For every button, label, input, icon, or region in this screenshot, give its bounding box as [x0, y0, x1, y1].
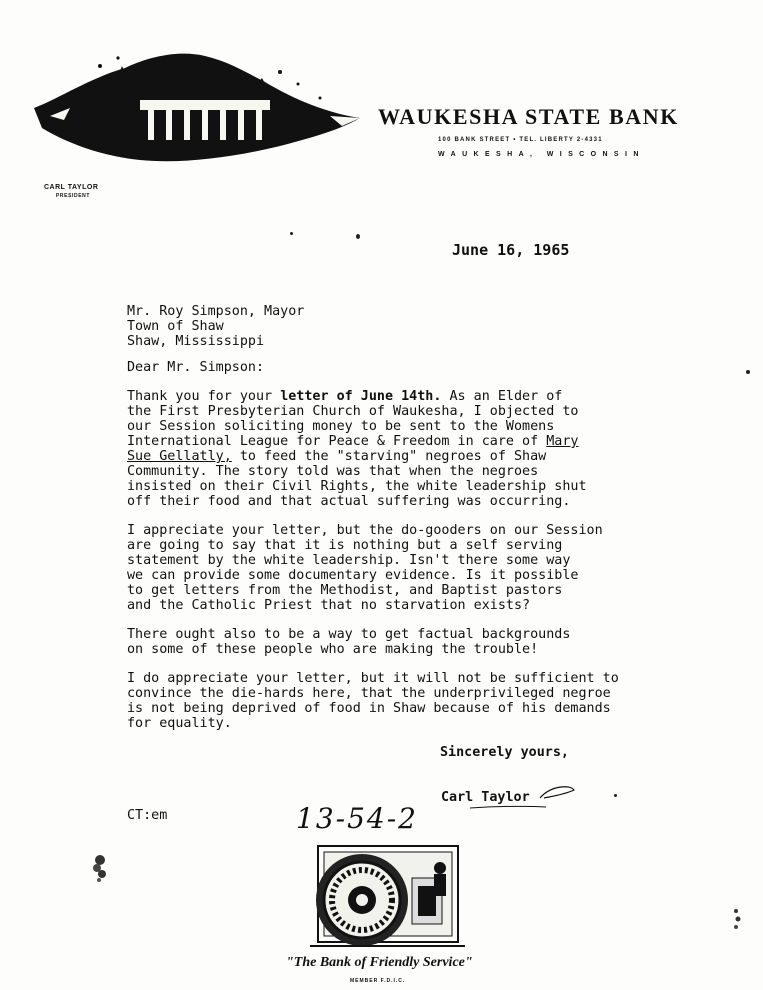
president-name: CARL TAYLOR — [44, 184, 99, 191]
scan-smudge — [88, 850, 112, 884]
paragraph-2 — [127, 523, 687, 613]
scan-speck — [290, 232, 293, 235]
paragraph-line: Thank you for your letter of June 14th. As an Elder of — [127, 389, 563, 404]
scan-speck — [356, 234, 360, 239]
paragraph-line: to get letters from the Methodist, and Baptist pastors — [127, 583, 563, 598]
handwritten-file-number: 13-54-2 — [296, 802, 418, 835]
paragraph-line: on some of these people who are making the trouble! — [127, 642, 539, 657]
paragraph-line: Community. The story told was that when the negroes — [127, 464, 539, 479]
fdic-membership: MEMBER F.D.I.C. — [350, 978, 406, 984]
paragraph-line: I do appreciate your letter, but it will not be sufficient to — [127, 671, 619, 686]
paragraph-line: Sue Gellatly, to feed the "starving" negroes of Shaw — [127, 449, 547, 464]
paragraph-line: International League for Peace & Freedom in care of Mary — [127, 434, 579, 449]
signature-name: Carl Taylor — [441, 790, 530, 805]
recipient-line: Mr. Roy Simpson, Mayor — [127, 304, 305, 319]
paragraph-line: for equality. — [127, 716, 232, 731]
paragraph-line: are going to say that it is nothing but a self serving — [127, 538, 563, 553]
paragraph-line: we can provide some documentary evidence. Is it possible — [127, 568, 579, 583]
bank-name: WAUKESHA STATE BANK — [378, 104, 679, 129]
paragraph-1 — [127, 389, 687, 509]
paragraph-3 — [127, 627, 687, 657]
bank-city: WAUKESHA, WISCONSIN — [438, 151, 645, 158]
bank-building-logo — [30, 38, 380, 173]
paragraph-line: is not being deprived of food in Shaw because of his demands — [127, 701, 611, 716]
signature-flourish — [470, 780, 580, 810]
typist-initials: CT:em — [127, 808, 168, 823]
paragraph-line: and the Catholic Priest that no starvation exists? — [127, 598, 531, 613]
paragraph-line: There ought also to be a way to get factual backgrounds — [127, 627, 571, 642]
president-title: PRESIDENT — [56, 193, 91, 199]
paragraph-line: the First Presbyterian Church of Waukesha, I objected to — [127, 404, 579, 419]
paragraph-line: our Session soliciting money to be sent to the Womens — [127, 419, 555, 434]
scan-smudge — [730, 905, 744, 935]
closing: Sincerely yours, — [440, 745, 569, 760]
paragraph-4 — [127, 671, 687, 731]
scan-speck — [746, 370, 750, 374]
paragraph-line: statement by the white leadership. Isn't there some way — [127, 553, 571, 568]
bank-tagline: "The Bank of Friendly Service" — [286, 955, 473, 970]
paragraph-line: off their food and that actual suffering was occurring. — [127, 494, 571, 509]
vault-door-seal — [300, 838, 470, 953]
recipient-line: Shaw, Mississippi — [127, 334, 265, 349]
letter-date: June 16, 1965 — [452, 241, 570, 259]
paragraph-line: convince the die-hards here, that the underprivileged negroe — [127, 686, 611, 701]
scan-speck — [614, 794, 617, 797]
salutation: Dear Mr. Simpson: — [127, 360, 265, 375]
paragraph-line: I appreciate your letter, but the do-gooders on our Session — [127, 523, 603, 538]
recipient-line: Town of Shaw — [127, 319, 224, 334]
bank-address: 100 BANK STREET • TEL. LIBERTY 2-4331 — [438, 137, 603, 143]
paragraph-line: insisted on their Civil Rights, the white leadership shut — [127, 479, 587, 494]
